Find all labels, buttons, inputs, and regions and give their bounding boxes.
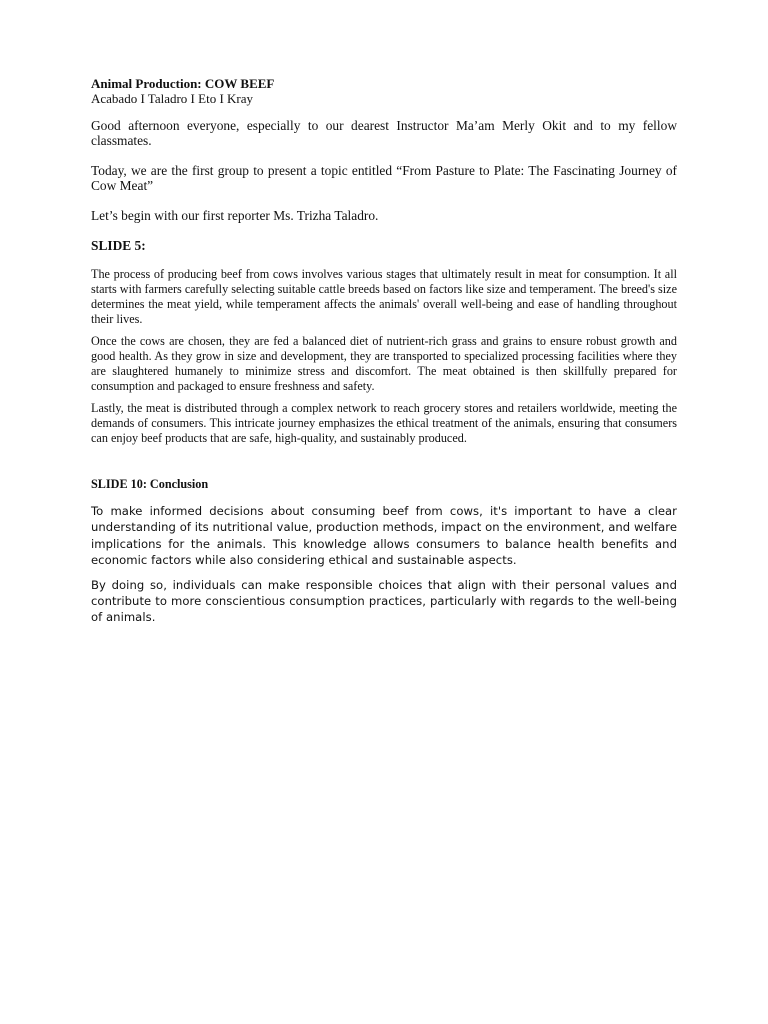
intro-greeting: Good afternoon everyone, especially to our dearest Instructor Ma’am Merly Okit and to my fellow classmates. [91,118,677,148]
slide-5-section [91,238,677,446]
slide-5-paragraph: The process of producing beef from cows involves various stages that ultimately result in meat for consumption. It all starts with farmers carefully selecting suitable cattle breeds based on factors like size and temperament. The breed's size determines the meat yield, while temperament affects the animals' overall well-being and ease of handling throughout their lives. [91,267,677,326]
slide-10-paragraph: To make informed decisions about consuming beef from cows, it's important to have a clear understanding of its nutritional value, production methods, impact on the environment, and welfare implications for the animals. This knowledge allows consumers to balance health benefits and economic factors while also considering ethical and sustainable aspects. [91,504,677,568]
document-page [91,76,677,634]
intro-first-reporter: Let’s begin with our first reporter Ms. Trizha Taladro. [91,208,379,223]
slide-5-heading: SLIDE 5: [91,238,146,253]
slide-5-paragraph: Once the cows are chosen, they are fed a balanced diet of nutrient-rich grass and grains to ensure robust growth and good health. As they grow in size and development, they are transported to specialized processing facilities where they are slaughtered humanely to minimize stress and discomfort. The meat obtained is then skillfully prepared for consumption and packaged to ensure freshness and safety. [91,334,677,393]
document-title: Animal Production: COW BEEF [91,76,275,91]
slide-5-paragraph: Lastly, the meat is distributed through a complex network to reach grocery stores and retailers worldwide, meeting the demands of consumers. This intricate journey emphasizes the ethical treatment of the animals, ensuring that consumers can enjoy beef products that are safe, high-quality, and sustainably produced. [91,401,677,445]
slide-10-paragraph: By doing so, individuals can make responsible choices that align with their personal values and contribute to more conscientious consumption practices, particularly with regards to the well-being of animals. [91,577,677,625]
slide-10-heading: SLIDE 10: Conclusion [91,477,209,491]
section-spacer [91,453,677,477]
slide-10-section [91,477,677,626]
intro-section [91,118,677,223]
document-authors: Acabado I Taladro I Eto I Kray [91,91,254,106]
intro-topic: Today, we are the first group to present a topic entitled “From Pasture to Plate: The Fascinating Journey of Cow Meat” [91,163,677,193]
